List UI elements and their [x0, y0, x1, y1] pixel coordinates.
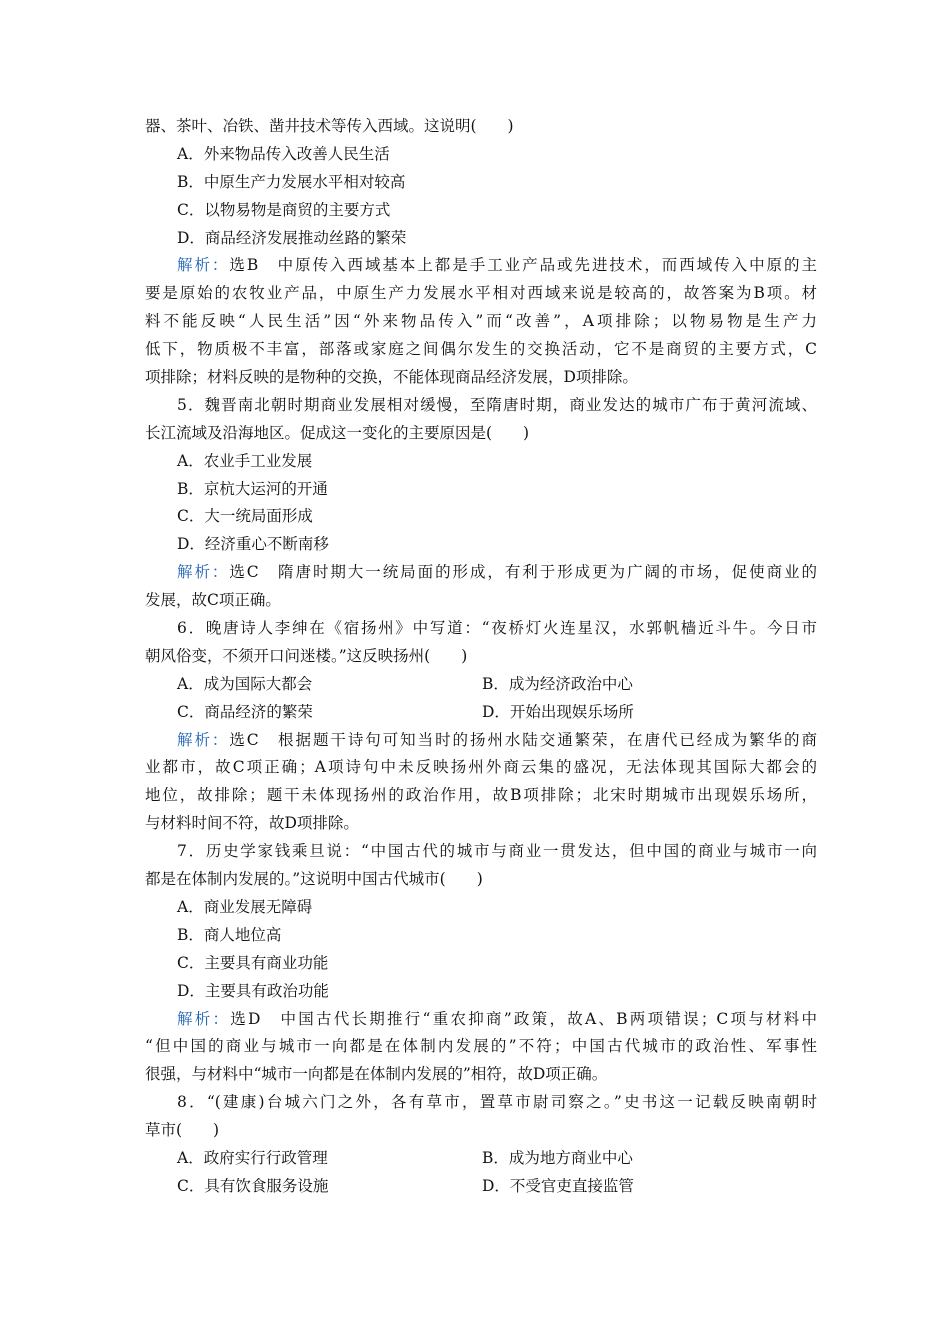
q8-options-row [145, 1173, 817, 1201]
q4-analysis-line: 解析：选B 中原传入西域基本上都是手工业产品或先进技术，而西域传入中原的主 [177, 256, 817, 275]
q6-options-row [145, 699, 817, 727]
q6-option-b: B．成为经济政治中心 [482, 674, 633, 693]
analysis-label: 解析： [177, 730, 230, 749]
q4-analysis-line: 要是原始的农牧业产品，中原生产力发展水平相对西域来说是较高的，故答案为B项。材 [145, 284, 817, 303]
q7-analysis-line: “但中国的商业与城市一向都是在体制内发展的”不符；中国古代城市的政治性、军事性 [145, 1037, 817, 1056]
q5-option-a: A．农业手工业发展 [177, 451, 313, 470]
q7-stem-line: 7．历史学家钱乘旦说：“中国古代的城市与商业一贯发达，但中国的商业与城市一向 [177, 842, 817, 861]
q6-stem-line: 朝风俗变，不须开口问迷楼。”这反映扬州( ) [145, 646, 468, 665]
q6-stem-line: 6．晚唐诗人李绅在《宿扬州》中写道：“夜桥灯火连星汉，水郭帆樯近斗牛。今日市 [177, 619, 817, 638]
q4-analysis-line: 低下，物质极不丰富，部落或家庭之间偶尔发生的交换活动，它不是商贸的主要方式，C [145, 340, 817, 359]
q4-option-c: C．以物易物是商贸的主要方式 [177, 200, 391, 219]
q4-analysis-line: 料不能反映“人民生活”因“外来物品传入”而“改善”，A项排除；以物易物是生产力 [145, 312, 817, 331]
q7-option-d: D．主要具有政治功能 [177, 981, 329, 1000]
q7-analysis-line: 解析：选D 中国古代长期推行“重农抑商”政策，故A、B两项错误；C项与材料中 [177, 1009, 817, 1028]
q4-analysis-line: 项排除；材料反映的是物种的交换，不能体现商品经济发展，D项排除。 [145, 368, 638, 387]
q5-stem-line: 5．魏晋南北朝时期商业发展相对缓慢，至隋唐时期，商业发达的城市广布于黄河流域、 [177, 395, 817, 414]
q7-option-c: C．主要具有商业功能 [177, 953, 329, 972]
q6-analysis-line: 业都市，故C项正确；A项诗句中未反映扬州外商云集的盛况，无法体现其国际大都会的 [145, 758, 817, 777]
q7-option-a: A．商业发展无障碍 [177, 897, 313, 916]
q6-option-a: A．成为国际大都会 [177, 674, 313, 693]
q8-option-a: A．政府实行行政管理 [177, 1148, 328, 1167]
analysis-label: 解析： [177, 1009, 231, 1028]
q4-stem-line: 器、茶叶、冶铁、凿井技术等传入西域。这说明( ) [145, 117, 514, 135]
q8-option-b: B．成为地方商业中心 [482, 1148, 633, 1167]
q4-option-d: D．商品经济发展推动丝路的繁荣 [177, 228, 407, 247]
q6-option-d: D．开始出现娱乐场所 [482, 702, 634, 721]
q8-stem-line: 8．“(建康)台城六门之外，各有草市，置草市尉司察之。”史书这一记载反映南朝时 [177, 1093, 817, 1112]
q5-option-d: D．经济重心不断南移 [177, 535, 329, 554]
q5-analysis-line: 发展，故C项正确。 [145, 591, 281, 610]
q6-analysis-line: 解析：选C 根据题干诗句可知当时的扬州水陆交通繁荣，在唐代已经成为繁华的商 [177, 730, 817, 749]
q6-option-c: C．商品经济的繁荣 [177, 702, 313, 721]
q8-options-row [145, 1145, 817, 1173]
q4-option-b: B．中原生产力发展水平相对较高 [177, 172, 406, 191]
analysis-label: 解析： [177, 563, 230, 582]
q4-option-a: A．外来物品传入改善人民生活 [177, 144, 390, 163]
document-page [145, 113, 817, 1201]
q8-option-d: D．不受官吏直接监管 [482, 1176, 634, 1195]
q8-stem-line: 草市( ) [145, 1121, 220, 1140]
q6-analysis-line: 与材料时间不符，故D项排除。 [145, 814, 359, 833]
q5-analysis-line: 解析：选C 隋唐时期大一统局面的形成，有利于形成更为广阔的市场，促使商业的 [177, 563, 817, 582]
q7-stem-line: 都是在体制内发展的。”这说明中国古代城市( ) [145, 870, 483, 889]
q6-analysis-line: 地位，故排除；题干未体现扬州的政治作用，故B项排除；北宋时期城市出现娱乐场所， [145, 786, 817, 805]
q7-option-b: B．商人地位高 [177, 925, 282, 944]
q5-option-b: B．京杭大运河的开通 [177, 479, 328, 498]
q8-option-c: C．具有饮食服务设施 [177, 1176, 329, 1195]
q5-stem-line: 长江流域及沿海地区。促成这一变化的主要原因是( ) [145, 423, 530, 442]
q6-options-row [145, 671, 817, 699]
q7-analysis-line: 很强，与材料中“城市一向都是在体制内发展的”相符，故D项正确。 [145, 1065, 608, 1084]
analysis-label: 解析： [177, 256, 230, 275]
q5-option-c: C．大一统局面形成 [177, 507, 313, 526]
